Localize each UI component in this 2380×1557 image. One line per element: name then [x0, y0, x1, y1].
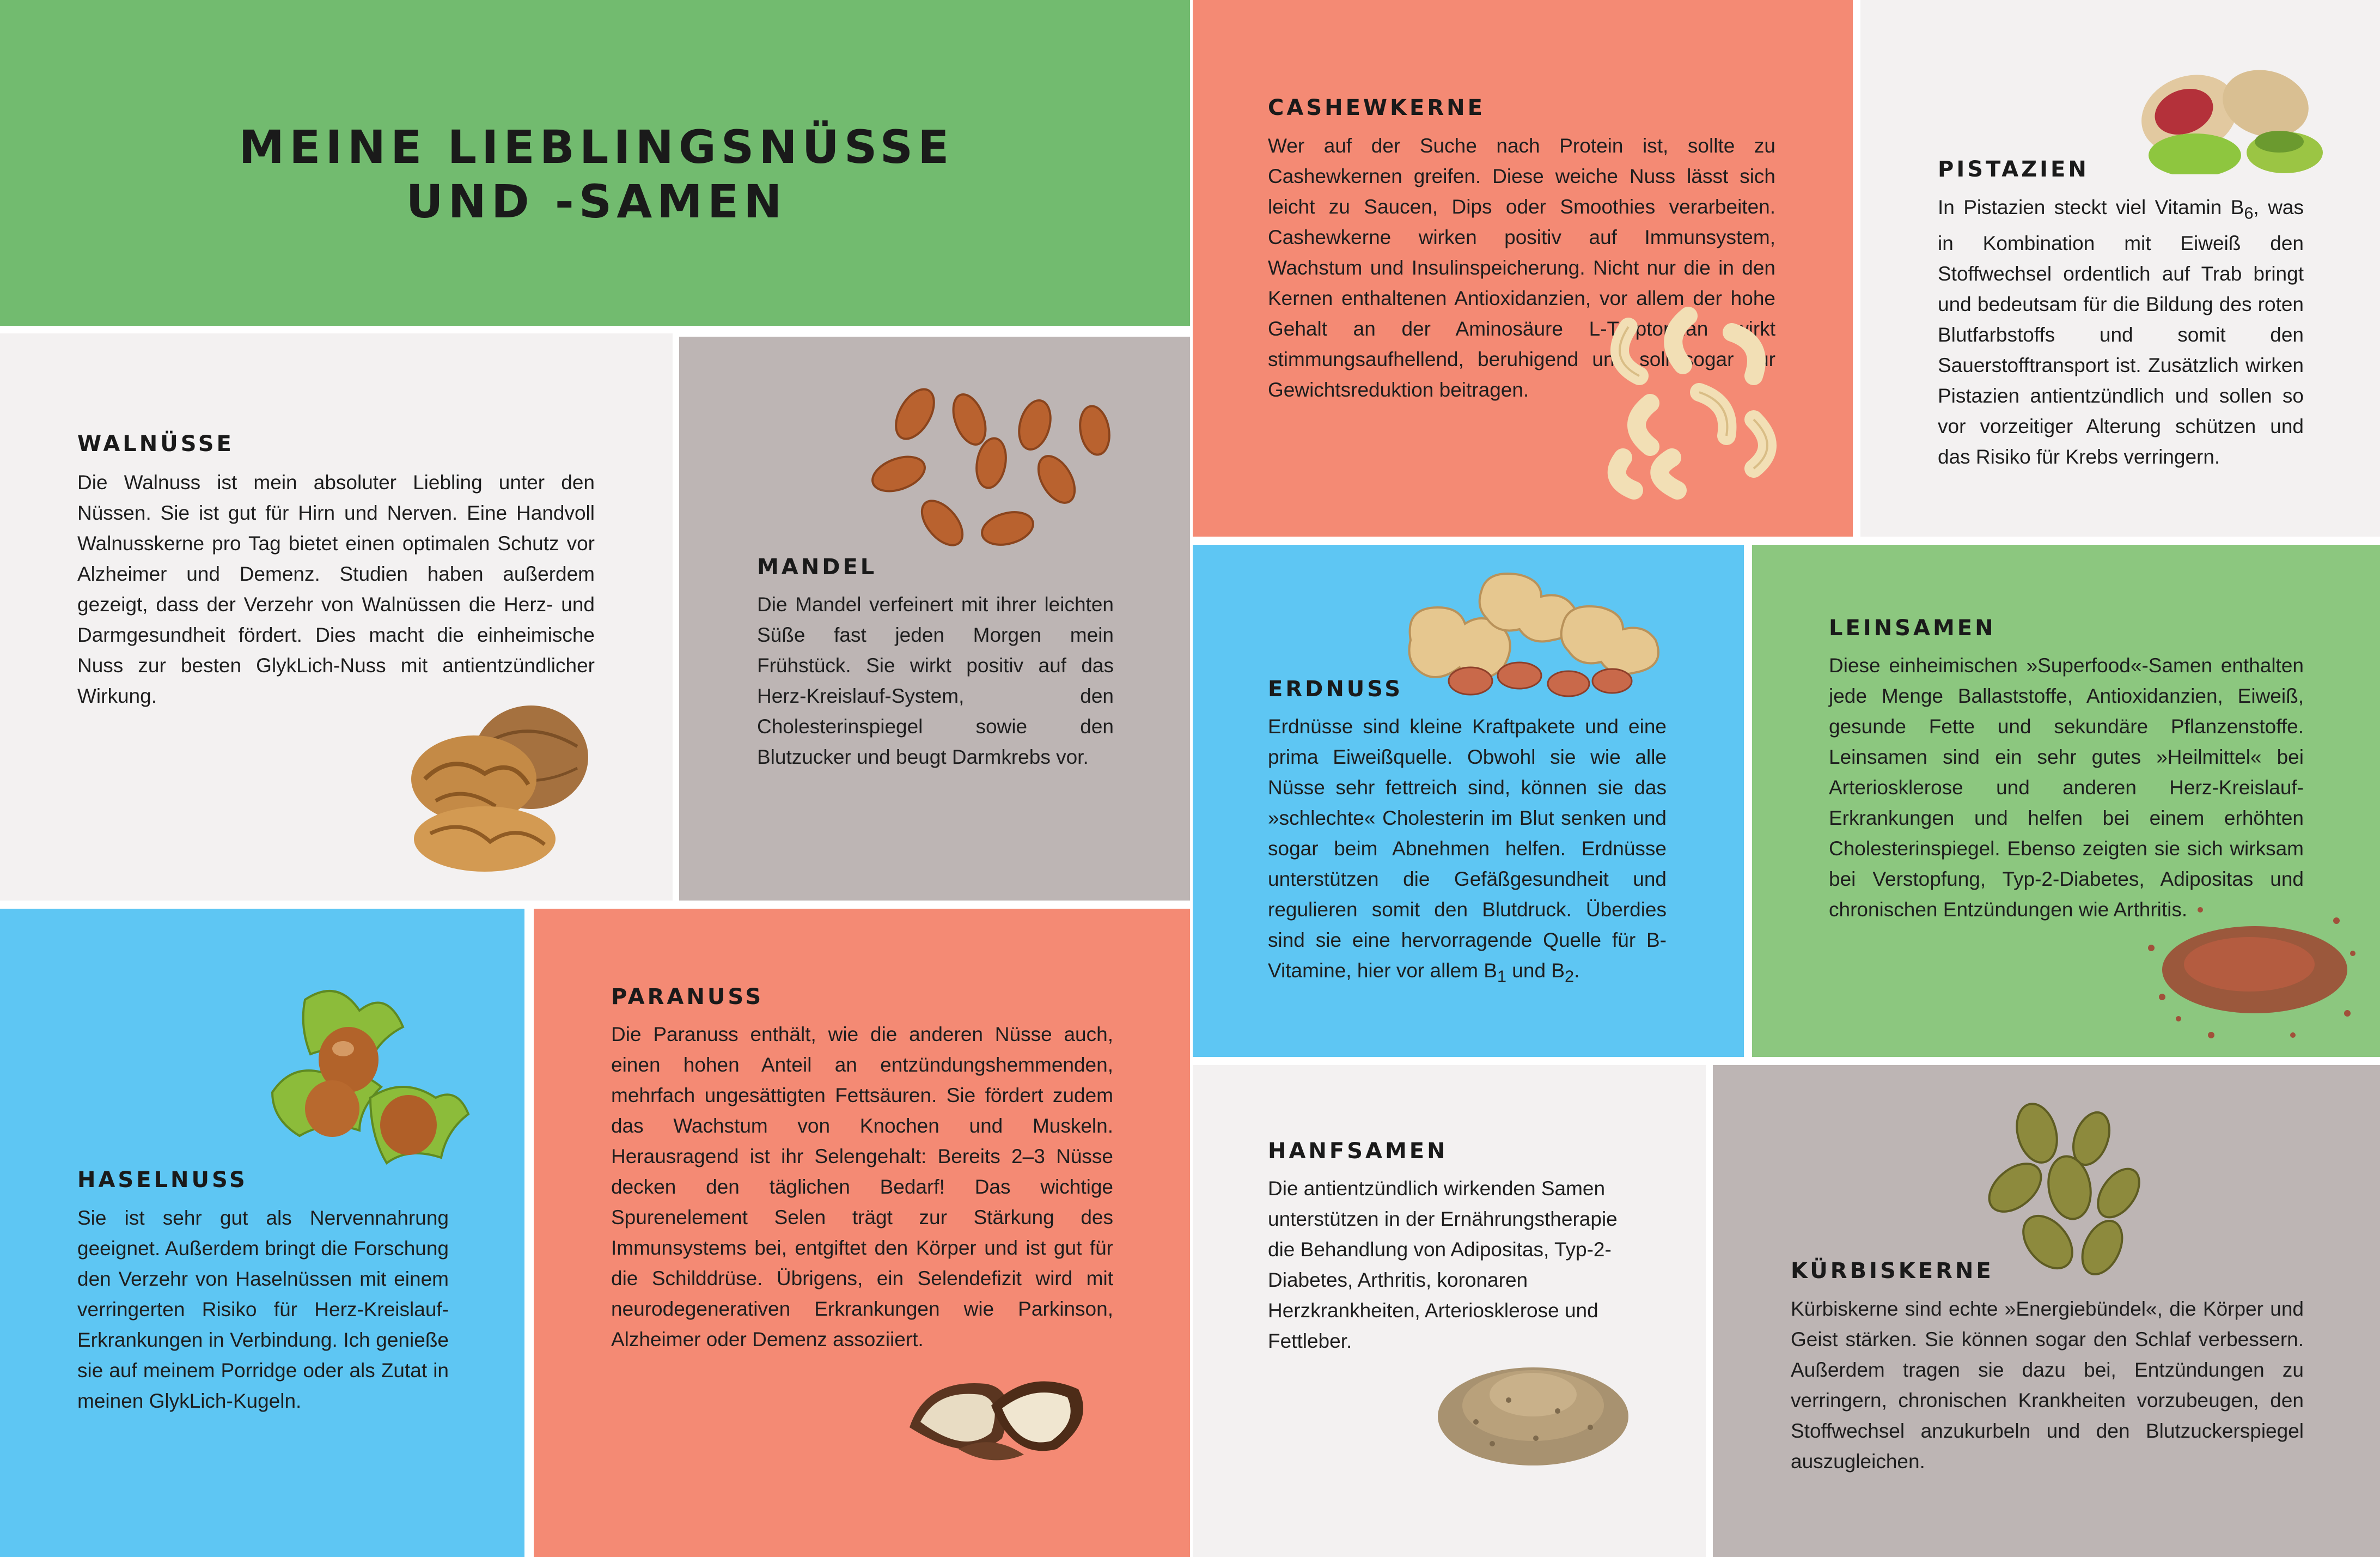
flaxseed-text: Diese einheimischen »Superfood«-Samen enthalten jede Menge Ballaststoffe, Antioxidanzien, Eiweiß, gesunde Fette und sekundäre Pflanzenstoffe. Leinsamen sind ein sehr gutes »Heilmittel« bei Arteriosklerose und anderen Herz-Kreislauf-Erkrankungen und helfen bei einem erhöhten Cholesterinspiegel. Ebenso zeigten sie sich wirksam bei Verstopfung, Typ-2-Diabetes, Adipositas und chronischen Entzündungen wie Arthritis.: [1829, 654, 2304, 921]
page-title: [0, 120, 1193, 229]
peanut-text-part-2: und B: [1506, 959, 1565, 982]
pumpkin-seed-text: Kürbiskerne sind echte »Energiebündel«, die Körper und Geist stärken. Sie können sogar den Schlaf verbessern. Außerdem tragen sie dazu bei, Entzündungen zu verringern, chronischen Krankheiten vorzubeugen, den Stoffwechsel anzukurbeln und den Blutzuckerspiegel auszugleichen.: [1791, 1298, 2304, 1473]
almond-heading: MANDEL: [757, 555, 877, 580]
peanut-text-subscript-1: 1: [1497, 966, 1507, 986]
cashew-heading: CASHEWKERNE: [1268, 95, 1485, 120]
hazelnut-icon: [251, 967, 479, 1196]
pumpkin-seed-heading: KÜRBISKERNE: [1791, 1258, 1994, 1284]
almond-icon: [855, 381, 1127, 556]
peanut-text: [1268, 711, 1667, 992]
walnut-icon: [403, 697, 599, 877]
pistachio-text-part-2: , was in Kombination mit Eiweiß den Stoffwechsel ordentlich auf Trab bringt und bedeutsam für die Bildung des roten Blutfarbstoffs und somit den Sauerstofftransport ist. Zusätzlich wirken Pistazien antientzündlich und sollen so vor vorzeitiger Alterung schützen und das Risiko für Krebs verringern.: [1938, 196, 2304, 469]
brazil-nut-icon: [893, 1346, 1100, 1471]
pistachio-text: [1938, 192, 2304, 472]
hazelnut-heading: HASELNUSS: [77, 1167, 248, 1193]
pistachio-text-part-1: In Pistazien steckt viel Vitamin B: [1938, 196, 2244, 218]
walnut-text: Die Walnuss ist mein absoluter Liebling unter den Nüssen. Sie ist gut für Hirn und Nerven. Eine Handvoll Walnusskerne pro Tag bietet einen optimalen Schutz vor Alzheimer und Demenz. Studien haben außerdem gezeigt, dass der Verzehr von Walnüssen die Herz- und Darmgesundheit fördert. Dies macht die einheimische Nuss zur besten GlykLich-Nuss mit antientzündlicher Wirkung.: [77, 471, 595, 707]
peanut-text-part-1: Erdnüsse sind kleine Kraftpakete und eine prima Eiweißquelle. Obwohl sie wie alle Nüsse sehr fettreich sind, können sie das »schlechte« Cholesterin im Blut senken und sogar beim Abnehmen helfen. Erdnüsse unterstützen die Gefäßgesundheit und regulieren somit den Blutdruck. Überdies sind sie eine hervorragende Quelle für B-Vitamine, hier vor allem B: [1268, 715, 1667, 982]
page-title-line-1: MEINE LIEBLINGSNÜSSE: [239, 120, 954, 174]
cashew-text: Wer auf der Suche nach Protein ist, sollte zu Cashewkernen greifen. Diese weiche Nuss lässt sich leicht zu Saucen, Dips oder Smoothies verarbeiten. Cashewkerne wirken positiv auf Immunsystem, Wachstum und Insulinspeicherung. Nicht nur die in den Kernen enthaltenen Antioxidanzien, vor allem der hohe Gehalt an der Aminosäure L-Tryptophan wirkt stimmungsaufhellend, beruhigend und soll sogar zur Gewichtsreduktion beitragen.: [1268, 135, 1775, 401]
hemp-seed-heading: HANFSAMEN: [1268, 1139, 1448, 1164]
peanut-heading: ERDNUSS: [1268, 677, 1403, 702]
hemp-seed-icon: [1432, 1340, 1634, 1471]
brazil-nut-text: Die Paranuss enthält, wie die anderen Nüsse auch, einen hohen Anteil an entzündungshemmenden, mehrfach ungesättigten Fettsäuren. Sie fördert zudem das Wachstum von Knochen und Muskeln. Herausragend ist ihr Selengehalt: Bereits 2–3 Nüsse decken den täglichen Bedarf! Das wichtige Spurenelement Selen trägt zur Stärkung des Immunsystems bei, entgiftet den Körper und ist gut für die Schilddrüse. Übrigens, ein Selendefizit wird mit neurodegenerativen Erkrankungen wie Parkinson, Alzheimer oder Demenz assoziiert.: [611, 1023, 1113, 1351]
flaxseed-heading: LEINSAMEN: [1829, 616, 1996, 641]
almond-text: Die Mandel verfeinert mit ihrer leichten Süße fast jeden Morgen mein Frühstück. Sie wirkt positiv auf das Herz-Kreislauf-System, den Cholesterinspiegel sowie den Blutzucker und beugt Darmkrebs vor.: [757, 593, 1114, 768]
hazelnut-text: Sie ist sehr gut als Nervennahrung geeignet. Außerdem bringt die Forschung den Verzehr von Haselnüssen mit einem verringerten Risiko für Herz-Kreislauf-Erkrankungen in Verbindung. Ich genieße sie auf meinem Porridge oder als Zutat in meinen GlykLich-Kugeln.: [77, 1207, 449, 1412]
pumpkin-seed-icon: [1972, 1100, 2146, 1280]
pistachio-text-subscript: 6: [2244, 203, 2254, 223]
page-title-line-2: UND -SAMEN: [406, 175, 787, 228]
cashew-icon: [1590, 294, 1803, 501]
peanut-text-part-3: .: [1574, 959, 1580, 982]
walnut-heading: WALNÜSSE: [77, 431, 234, 457]
peanut-text-subscript-2: 2: [1565, 966, 1575, 986]
pistachio-heading: PISTAZIEN: [1938, 157, 2089, 182]
hemp-seed-text: Die antientzündlich wirkenden Samen unterstützen in der Ernährungstherapie die Behandlung von Adipositas, Typ-2-Diabetes, Arthritis, koronaren Herzkrankheiten, Arteriosklerose und Fettleber.: [1268, 1177, 1618, 1352]
peanut-icon: [1389, 558, 1677, 700]
brazil-nut-heading: PARANUSS: [611, 984, 764, 1009]
flaxseed-icon: [2129, 888, 2369, 1051]
pistachio-icon: [2124, 60, 2331, 174]
